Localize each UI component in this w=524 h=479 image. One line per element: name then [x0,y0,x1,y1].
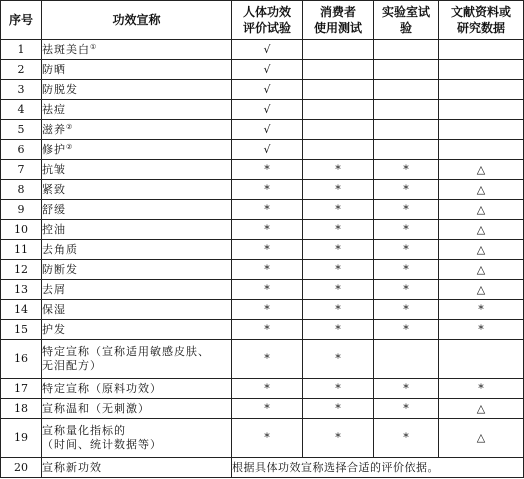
table-row [1,40,524,60]
lab-test-mark [374,340,439,379]
literature-mark [439,340,524,379]
header-lab-test [374,1,439,40]
literature-mark [439,100,524,120]
claim-name-line: 特定宣称（宣称适用敏感皮肤、 [42,345,210,358]
claim-name [42,300,232,320]
lab-test-mark [374,80,439,100]
header-lab-line-1: 实验室试 [381,5,430,19]
claim-name-line: 祛斑美白 [42,42,90,56]
consumer-test-mark [303,60,374,80]
claim-name [42,399,232,419]
literature-mark [439,140,524,160]
footnote-marker: ② [66,122,73,131]
row-number: 20 [1,458,42,478]
claim-name [42,60,232,80]
claim-name [42,220,232,240]
lab-test-mark [374,100,439,120]
claim-name [42,419,232,458]
literature-mark: △ [439,280,524,300]
row-number: 6 [1,140,42,160]
lab-test-mark: * [374,240,439,260]
consumer-test-mark: * [303,399,374,419]
lab-test-mark [374,140,439,160]
claim-name-line: 护发 [42,322,66,336]
table-row [1,200,524,220]
lab-test-mark [374,40,439,60]
claim-name [42,458,232,478]
row-number: 2 [1,60,42,80]
literature-mark [439,120,524,140]
row-number: 15 [1,320,42,340]
lab-test-mark: * [374,320,439,340]
table-row [1,379,524,399]
table-row [1,399,524,419]
claim-name-line: 特定宣称（原料功效） [42,381,162,395]
literature-mark: △ [439,419,524,458]
literature-mark: △ [439,399,524,419]
table-row [1,140,524,160]
consumer-test-mark: * [303,300,374,320]
row-number: 17 [1,379,42,399]
human-trial-mark: √ [232,140,303,160]
claim-name [42,240,232,260]
claim-name-line: 防脱发 [42,82,78,96]
consumer-test-mark [303,80,374,100]
claim-name [42,180,232,200]
consumer-test-mark [303,140,374,160]
evaluation-basis-note: 根据具体功效宣称选择合适的评价依据。 [232,458,524,478]
literature-mark: △ [439,200,524,220]
human-trial-mark: √ [232,120,303,140]
table-row [1,80,524,100]
row-number: 14 [1,300,42,320]
literature-mark [439,40,524,60]
row-number: 1 [1,40,42,60]
claim-name-line: （时间、统计数据等） [42,438,162,451]
footnote-marker: ② [66,142,73,151]
claim-name-line: 防断发 [42,262,78,276]
row-number: 13 [1,280,42,300]
row-number: 9 [1,200,42,220]
human-trial-mark: * [232,180,303,200]
row-number: 7 [1,160,42,180]
header-human-line-2: 评价试验 [242,21,291,35]
lab-test-mark: * [374,379,439,399]
literature-mark [439,60,524,80]
header-lab-line-2: 验 [399,21,412,35]
human-trial-mark: * [232,240,303,260]
literature-mark: △ [439,160,524,180]
claim-name [42,80,232,100]
human-trial-mark: * [232,300,303,320]
consumer-test-mark: * [303,220,374,240]
claim-name-line: 宣称新功效 [42,460,102,474]
lab-test-mark: * [374,200,439,220]
human-trial-mark: * [232,260,303,280]
table-row [1,160,524,180]
consumer-test-mark: * [303,180,374,200]
consumer-test-mark: * [303,340,374,379]
claim-name-line: 防晒 [42,62,66,76]
literature-mark: △ [439,220,524,240]
table-row [1,280,524,300]
lab-test-mark: * [374,419,439,458]
claim-name [42,280,232,300]
human-trial-mark: * [232,320,303,340]
consumer-test-mark: * [303,240,374,260]
header-literature-line-2: 研究数据 [456,21,505,35]
header-seq: 序号 [1,1,42,40]
claim-name-line: 修护 [42,142,66,156]
human-trial-mark: * [232,379,303,399]
consumer-test-mark [303,40,374,60]
claim-name-line: 滋养 [42,122,66,136]
claim-name-line: 宣称量化指标的 [42,424,126,437]
literature-mark: △ [439,260,524,280]
table-row [1,260,524,280]
lab-test-mark: * [374,260,439,280]
table-row [1,180,524,200]
claim-name-line: 舒缓 [42,202,66,216]
lab-test-mark: * [374,280,439,300]
header-literature-line-1: 文献资料或 [450,5,511,19]
table-row [1,60,524,80]
claim-name [42,340,232,379]
literature-mark [439,80,524,100]
claim-name-line: 去屑 [42,282,66,296]
row-number: 5 [1,120,42,140]
claim-name-line: 宣称温和（无刺激） [42,401,150,415]
consumer-test-mark [303,120,374,140]
row-number: 3 [1,80,42,100]
table-row [1,300,524,320]
lab-test-mark [374,120,439,140]
claim-name-line: 控油 [42,222,66,236]
consumer-test-mark: * [303,260,374,280]
human-trial-mark: √ [232,80,303,100]
literature-mark: * [439,379,524,399]
header-literature [439,1,524,40]
header-consumer-line-2: 使用测试 [313,21,362,35]
claim-name-line: 无泪配方） [42,359,102,372]
claim-name-line: 抗皱 [42,162,66,176]
consumer-test-mark: * [303,200,374,220]
lab-test-mark: * [374,180,439,200]
claim-name [42,379,232,399]
human-trial-mark: * [232,399,303,419]
claim-name [42,160,232,180]
row-number: 8 [1,180,42,200]
footnote-marker: ① [90,42,97,51]
literature-mark: * [439,320,524,340]
human-trial-mark: √ [232,40,303,60]
claim-name-line: 去角质 [42,242,78,256]
header-consumer-line-1: 消费者 [319,5,356,19]
consumer-test-mark: * [303,280,374,300]
consumer-test-mark [303,100,374,120]
literature-mark: △ [439,240,524,260]
table-row [1,240,524,260]
claim-name [42,260,232,280]
header-human-line-1: 人体功效 [242,5,291,19]
table-row [1,458,524,478]
row-number: 12 [1,260,42,280]
human-trial-mark: * [232,280,303,300]
header-human-trial [232,1,303,40]
claim-name-line: 祛痘 [42,102,66,116]
table-row [1,120,524,140]
human-trial-mark: * [232,200,303,220]
claim-name [42,200,232,220]
header-claim: 功效宣称 [42,1,232,40]
lab-test-mark: * [374,300,439,320]
table-row [1,320,524,340]
literature-mark: △ [439,180,524,200]
claim-name [42,40,232,60]
literature-mark: * [439,300,524,320]
claim-name [42,100,232,120]
header-row [1,1,524,40]
consumer-test-mark: * [303,379,374,399]
lab-test-mark: * [374,399,439,419]
row-number: 11 [1,240,42,260]
row-number: 4 [1,100,42,120]
lab-test-mark: * [374,220,439,240]
human-trial-mark: * [232,340,303,379]
human-trial-mark: √ [232,60,303,80]
table-row [1,100,524,120]
claim-name [42,120,232,140]
lab-test-mark: * [374,160,439,180]
table-row [1,340,524,379]
human-trial-mark: * [232,419,303,458]
table-row [1,220,524,240]
claim-name [42,320,232,340]
claim-name-line: 紧致 [42,182,66,196]
table-row [1,419,524,458]
human-trial-mark: * [232,220,303,240]
header-consumer-test [303,1,374,40]
consumer-test-mark: * [303,160,374,180]
consumer-test-mark: * [303,419,374,458]
row-number: 10 [1,220,42,240]
row-number: 19 [1,419,42,458]
table-body [1,40,524,478]
human-trial-mark: * [232,160,303,180]
row-number: 18 [1,399,42,419]
consumer-test-mark: * [303,320,374,340]
row-number: 16 [1,340,42,379]
lab-test-mark [374,60,439,80]
claim-name [42,140,232,160]
claim-name-line: 保湿 [42,302,66,316]
human-trial-mark: √ [232,100,303,120]
